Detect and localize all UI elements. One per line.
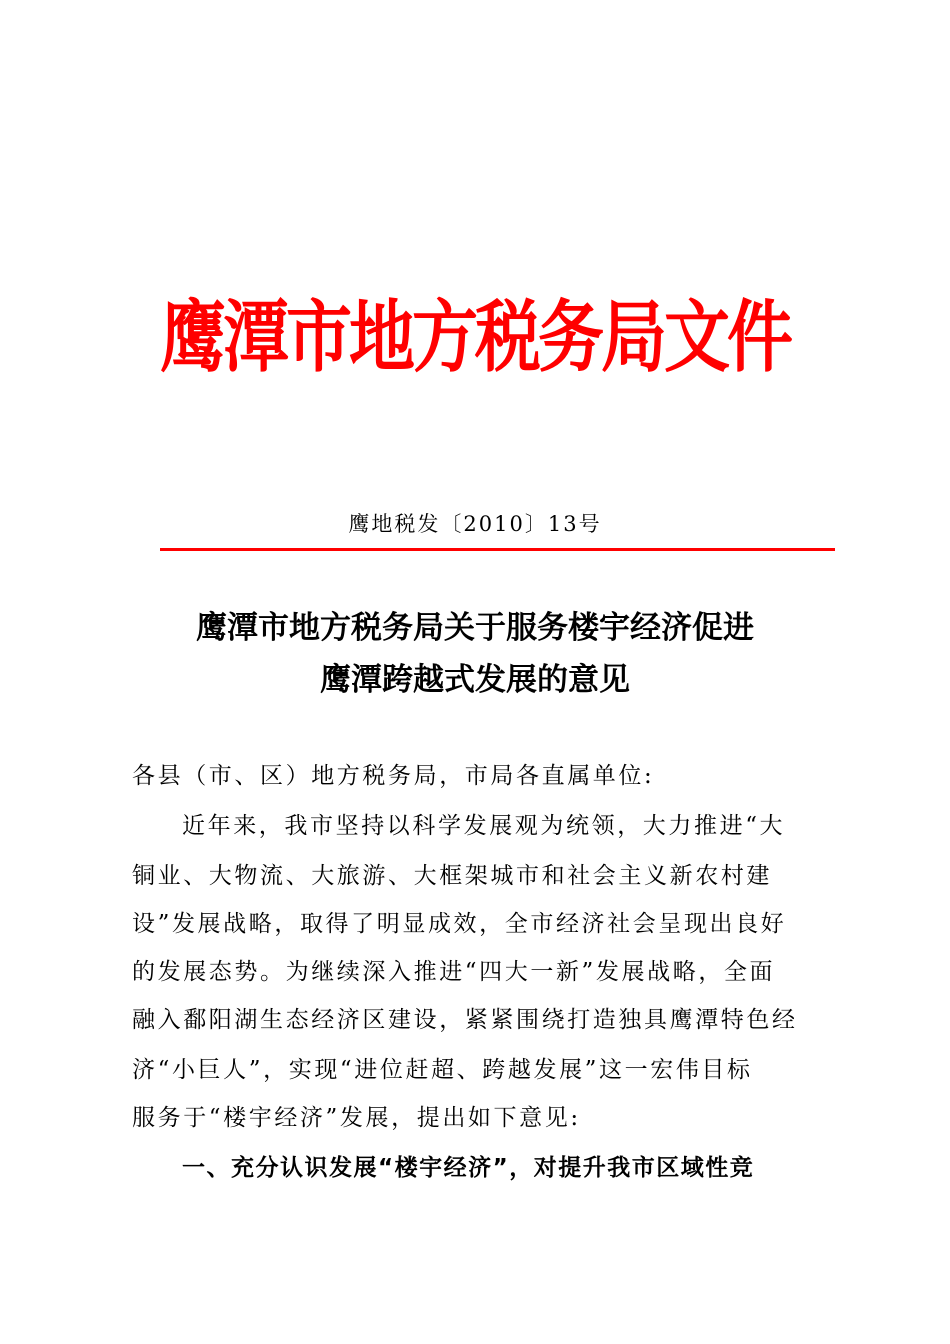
addressee: 各县（市、区）地方税务局，市局各直属单位: [132, 763, 655, 789]
body-line: 融入鄱阳湖生态经济区建设，紧紧围绕打造独具鹰潭特色经 [132, 1007, 798, 1033]
document-number: 鹰地税发〔2010〕13号 [348, 512, 602, 536]
document-header-title: 鹰潭市地方税务局文件 [160, 291, 790, 383]
body-line: 济“小巨人”，实现“进位赶超、跨越发展”这一宏伟目标 [132, 1057, 753, 1083]
body-line: 的发展态势。为继续深入推进“四大一新”发展战略，全面 [132, 959, 776, 985]
header-divider [160, 548, 835, 551]
section-heading: 一、充分认识发展“楼宇经济”，对提升我市区域性竞 [182, 1155, 755, 1181]
body-line: 铜业、大物流、大旅游、大框架城市和社会主义新农村建 [132, 863, 772, 889]
document-title-line-2: 鹰潭跨越式发展的意见 [320, 662, 630, 698]
body-line: 设”发展战略，取得了明显成效，全市经济社会呈现出良好 [132, 911, 787, 937]
body-line: 服务于“楼宇经济”发展，提出如下意见: [132, 1105, 581, 1131]
body-line: 近年来，我市坚持以科学发展观为统领，大力推进“大 [182, 813, 786, 839]
document-title-line-1: 鹰潭市地方税务局关于服务楼宇经济促进 [196, 610, 754, 646]
